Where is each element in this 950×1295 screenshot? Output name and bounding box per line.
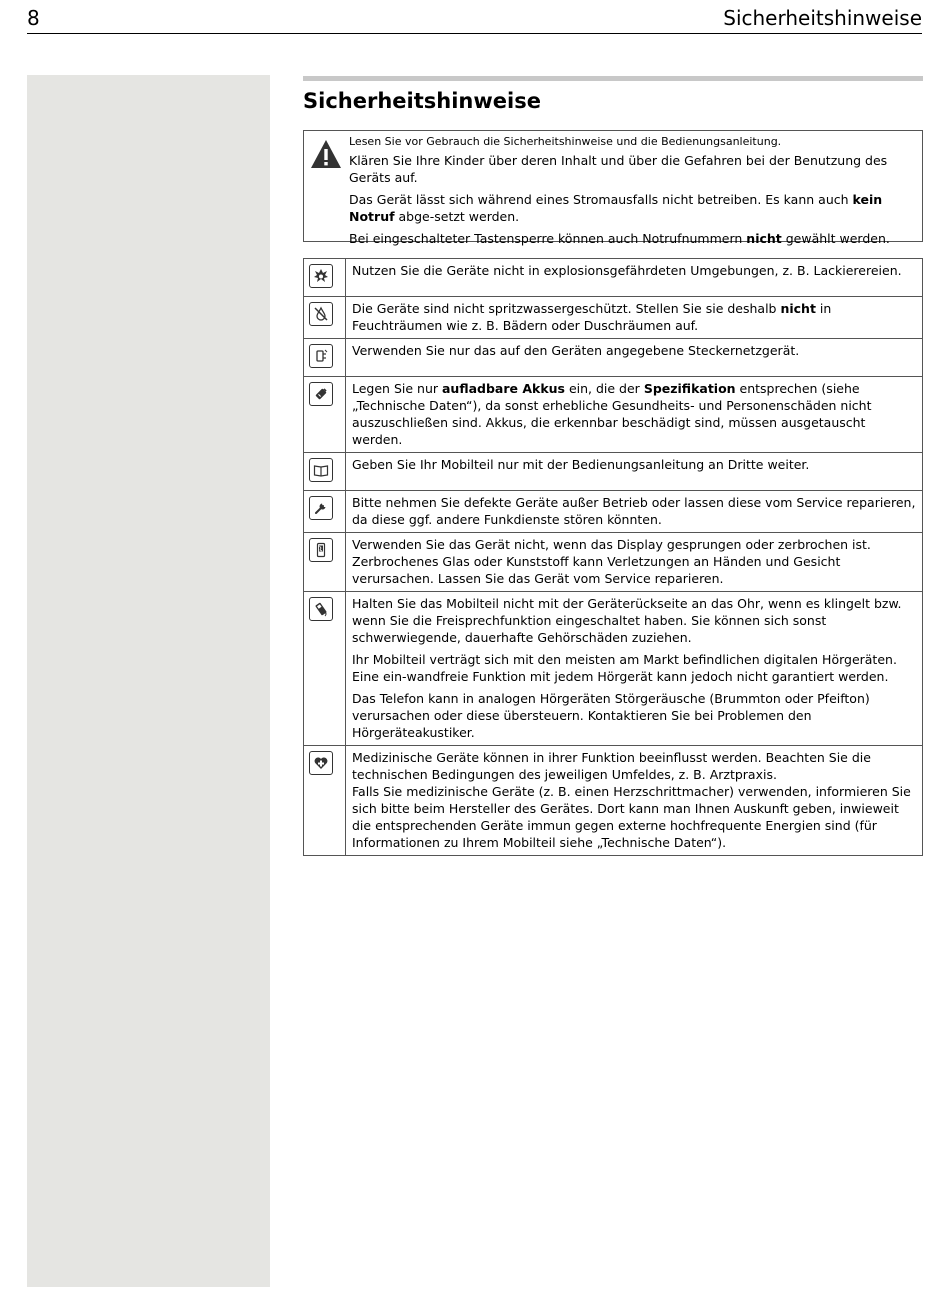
note-text [346, 746, 923, 856]
table-row [304, 453, 923, 491]
no-splash-water-icon [309, 302, 333, 326]
note-text: Nutzen Sie die Geräte nicht in explosionsgefährdeten Umgebungen, z. B. Lackierereien. [346, 259, 923, 297]
note-text: Geben Sie Ihr Mobilteil nur mit der Bedienungsanleitung an Dritte weiter. [346, 453, 923, 491]
manual-book-icon [309, 458, 333, 482]
table-row [304, 592, 923, 746]
table-row [304, 533, 923, 592]
page-header [27, 6, 922, 34]
note-paragraph: Falls Sie medizinische Geräte (z. B. einen Herzschrittmacher) verwenden, informieren Sie sich bitte beim Hersteller des Gerätes. Dort kann man Ihnen Auskunft geben, inwieweit die entsprechenden Geräte immun gegen externe hochfrequente Energien sind (für Informationen zu Ihrem Mobilteil siehe „Technische Daten“). [352, 784, 911, 850]
warning-paragraph: Bei eingeschalteter Tastensperre können auch Notrufnummern nicht gewählt werden. [349, 231, 890, 246]
warning-triangle-icon [310, 139, 342, 169]
note-paragraph: Ihr Mobilteil verträgt sich mit den meisten am Markt befindlichen digitalen Hörgeräten. Eine ein-wandfreie Funktion mit jedem Hörgerät kann jedoch nicht garantiert werden. [352, 652, 897, 684]
table-row [304, 339, 923, 377]
battery-icon [309, 382, 333, 406]
section-title: Sicherheitshinweise [303, 89, 541, 113]
table-row [304, 491, 923, 533]
running-title: Sicherheitshinweise [723, 6, 922, 30]
warning-paragraph: Klären Sie Ihre Kinder über deren Inhalt und über die Gefahren bei der Benutzung des Geräts auf. [349, 153, 888, 185]
note-text: Legen Sie nur aufladbare Akkus ein, die der Spezifikation entsprechen (siehe „Technische Daten“), da sonst erhebliche Gesundheits- und Personenschäden nicht auszuschließen sind. Akkus, die erkennbar beschädigt sind, müssen ausgetauscht werden. [346, 377, 923, 453]
power-adapter-icon [309, 344, 333, 368]
main-content [303, 76, 923, 850]
warning-paragraph: Das Gerät lässt sich während eines Stromausfalls nicht betreiben. Es kann auch kein Notruf abge-setzt werden. [349, 192, 883, 224]
page-number: 8 [27, 6, 40, 30]
table-row [304, 377, 923, 453]
note-paragraph: Das Telefon kann in analogen Hörgeräten Störgeräusche (Brummton oder Pfeifton) verursachen oder diese übersteuern. Kontaktieren Sie bei Problemen den Hörgeräteakustiker. [352, 691, 870, 740]
note-text: Bitte nehmen Sie defekte Geräte außer Betrieb oder lassen diese vom Service reparieren, da diese ggf. andere Funkdienste stören könnten. [346, 491, 923, 533]
medical-heart-icon [309, 751, 333, 775]
title-rule [303, 76, 923, 81]
note-text: Die Geräte sind nicht spritzwassergeschützt. Stellen Sie sie deshalb nicht in Feuchträumen wie z. B. Bädern oder Duschräumen auf. [346, 297, 923, 339]
table-row [304, 297, 923, 339]
note-text: Verwenden Sie das Gerät nicht, wenn das Display gesprungen oder zerbrochen ist. Zerbrochenes Glas oder Kunststoff kann Verletzungen an Händen und Gesicht verursachen. Lassen Sie das Gerät vom Service reparieren. [346, 533, 923, 592]
note-paragraph: Medizinische Geräte können in ihrer Funktion beeinflusst werden. Beachten Sie die technischen Bedingungen des jeweiligen Umfeldes, z. B. Arztpraxis. [352, 750, 871, 782]
note-paragraph: Halten Sie das Mobilteil nicht mit der Geräterückseite an das Ohr, wenn es klingelt bzw. wenn Sie die Freisprechfunktion eingeschaltet haben. Sie können sich sonst schwerwiegende, dauerhafte Gehörschäden zuziehen. [352, 596, 902, 645]
wrench-icon [309, 496, 333, 520]
broken-display-icon [309, 538, 333, 562]
note-text: Verwenden Sie nur das auf den Geräten angegebene Steckernetzgerät. [346, 339, 923, 377]
table-row [304, 746, 923, 856]
warning-box [303, 130, 923, 246]
warning-text [349, 135, 919, 247]
warning-intro: Lesen Sie vor Gebrauch die Sicherheitshinweise und die Bedienungsanleitung. [349, 135, 782, 148]
table-row [304, 259, 923, 297]
safety-notes-table [303, 258, 923, 856]
handset-ear-icon [309, 597, 333, 621]
explosion-icon [309, 264, 333, 288]
sidebar-panel [27, 75, 270, 1287]
note-text [346, 592, 923, 746]
